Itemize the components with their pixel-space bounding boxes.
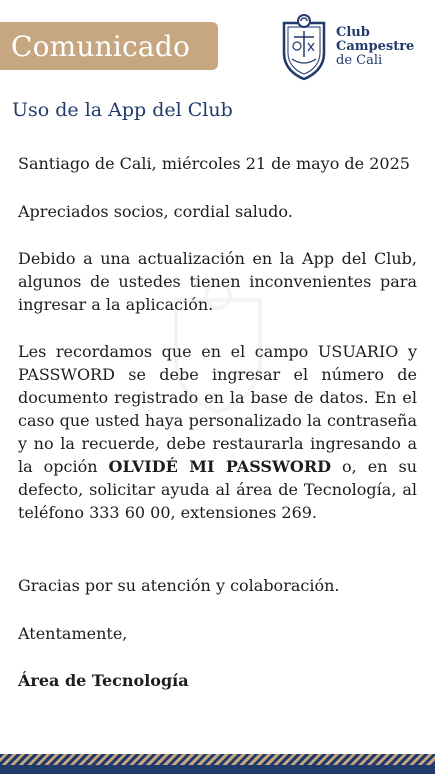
thanks-line: Gracias por su atención y colaboración.: [18, 576, 340, 595]
comunicado-label: Comunicado: [11, 29, 191, 63]
club-logo-text: [336, 26, 414, 68]
paragraph-instructions-part1: Les recordamos que en el campo USUARIO y PASSWORD se debe ingresar el número de documento registrado en la base de datos. En el caso que usted haya personalizado la contraseña y no la recuerde, debe restaurarla ingresando a la opción: [18, 342, 417, 476]
page-title: Uso de la App del Club: [12, 99, 233, 121]
paragraph-instructions: [18, 340, 417, 524]
logo-line-campestre: Campestre: [336, 39, 415, 54]
closing-line: Atentamente,: [18, 624, 128, 643]
club-crest-icon: [280, 13, 328, 81]
forgot-password-option: OLVIDÉ MI PASSWORD: [108, 457, 332, 476]
footer-bar: [0, 765, 435, 774]
club-logo: [280, 12, 430, 82]
paragraph-instructions-part2: o, en su defecto, solicitar ayuda al área de Tecnología, al teléfono 333 60 00, extensiones 269.: [18, 457, 418, 522]
date-line: Santiago de Cali, miércoles 21 de mayo de 2025: [18, 154, 410, 173]
logo-line-club: Club: [336, 25, 370, 40]
comunicado-badge: [0, 22, 218, 70]
paragraph-update: Debido a una actualización en la App del Club, algunos de ustedes tienen inconvenientes para ingresar a la aplicación.: [18, 249, 417, 314]
signature: Área de Tecnología: [18, 671, 189, 690]
greeting: Apreciados socios, cordial saludo.: [18, 202, 293, 221]
logo-line-de-cali: de Cali: [336, 53, 383, 68]
